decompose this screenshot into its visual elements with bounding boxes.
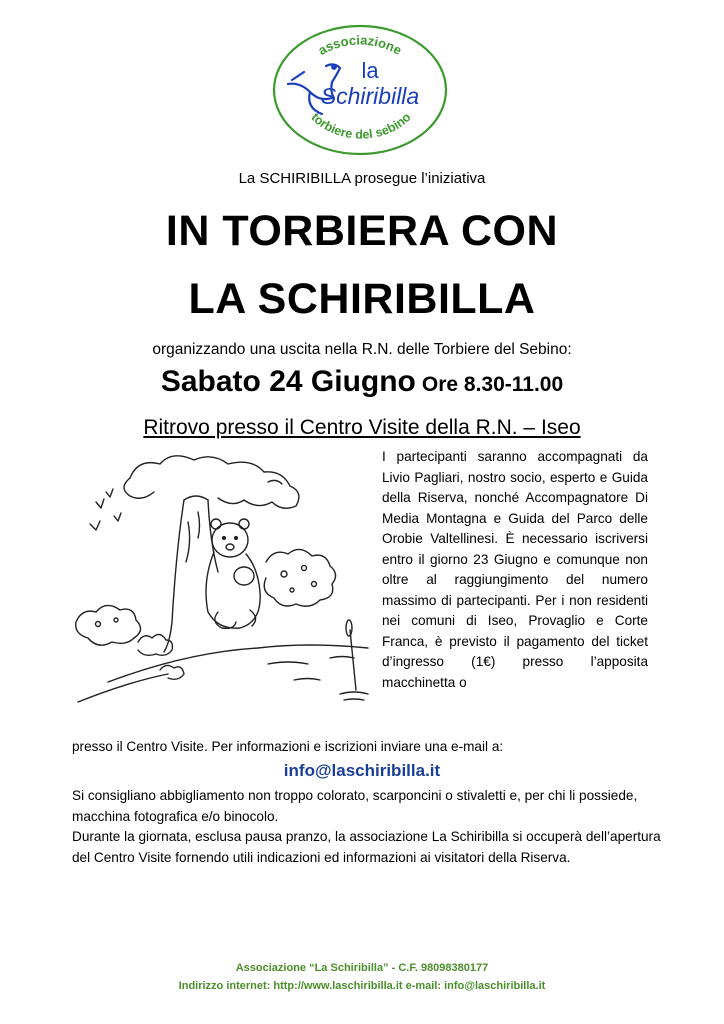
page-title-line1: IN TORBIERA CON [165,207,559,255]
event-date-row [0,365,724,399]
logo-name-line1: la [361,58,379,83]
day-info-text: Durante la giornata, esclusa pausa pranzo, la associazione La Schiribilla si occuperà dell’apertura del Centro Visite fornendo utili indicazioni ed informazioni ai visitatori della Riserva. [72,829,661,865]
body-paragraph-right: I partecipanti saranno accompagnati da Livio Pagliari, nostro socio, esperto e Guida della Riserva, nonché Accompagnatore Di Media Montagna e Guida del Parco delle Orobie Valtellinesi. È necessario iscriversi entro il giorno 23 Giugno e comunque non oltre al raggiungimento del numero massimo di partecipanti. Per i non residenti nei comuni di Iseo, Provaglio e Corte Franca, è previsto il pagamento del ticket d’ingresso (1€) presso l’apposita macchinetta o [382,449,648,691]
meeting-point [0,416,724,440]
advice-text: Si consigliano abbigliamento non troppo colorato, scarponcini o stivaletti e, per chi li possiede, macchina fotografica e/o binocolo. [72,788,638,824]
intro-text: La SCHIRIBILLA prosegue l’iniziativa [238,170,486,187]
page-title-line2: LA SCHIRIBILLA [188,275,536,323]
logo-top-text: associazione [315,32,405,58]
bear-tree-illustration [68,452,378,707]
subtitle: organizzando una uscita nella R.N. delle Torbiere del Sebino: [152,341,572,358]
footer-contacts: Indirizzo internet: http://www.laschiribilla.it e-mail: info@laschiribilla.it [178,980,546,992]
body-advice [72,786,662,868]
meeting-point-text: Ritrovo presso il Centro Visite della R.N. – Iseo [143,416,581,439]
logo-bottom-text: torbiere del sebino [308,110,414,142]
event-date: Sabato 24 Giugno [160,365,416,398]
event-time: Ore 8.30-11.00 [421,373,564,396]
body-continuation: presso il Centro Visite. Per informazioni e iscrizioni inviare una e-mail a: [72,739,504,754]
association-logo [270,22,450,158]
logo-name-line2: Schiribilla [320,83,420,109]
footer-association: Associazione “La Schiribilla” - C.F. 98098380177 [235,962,489,974]
contact-email-link[interactable]: info@laschiribilla.it [283,761,441,780]
